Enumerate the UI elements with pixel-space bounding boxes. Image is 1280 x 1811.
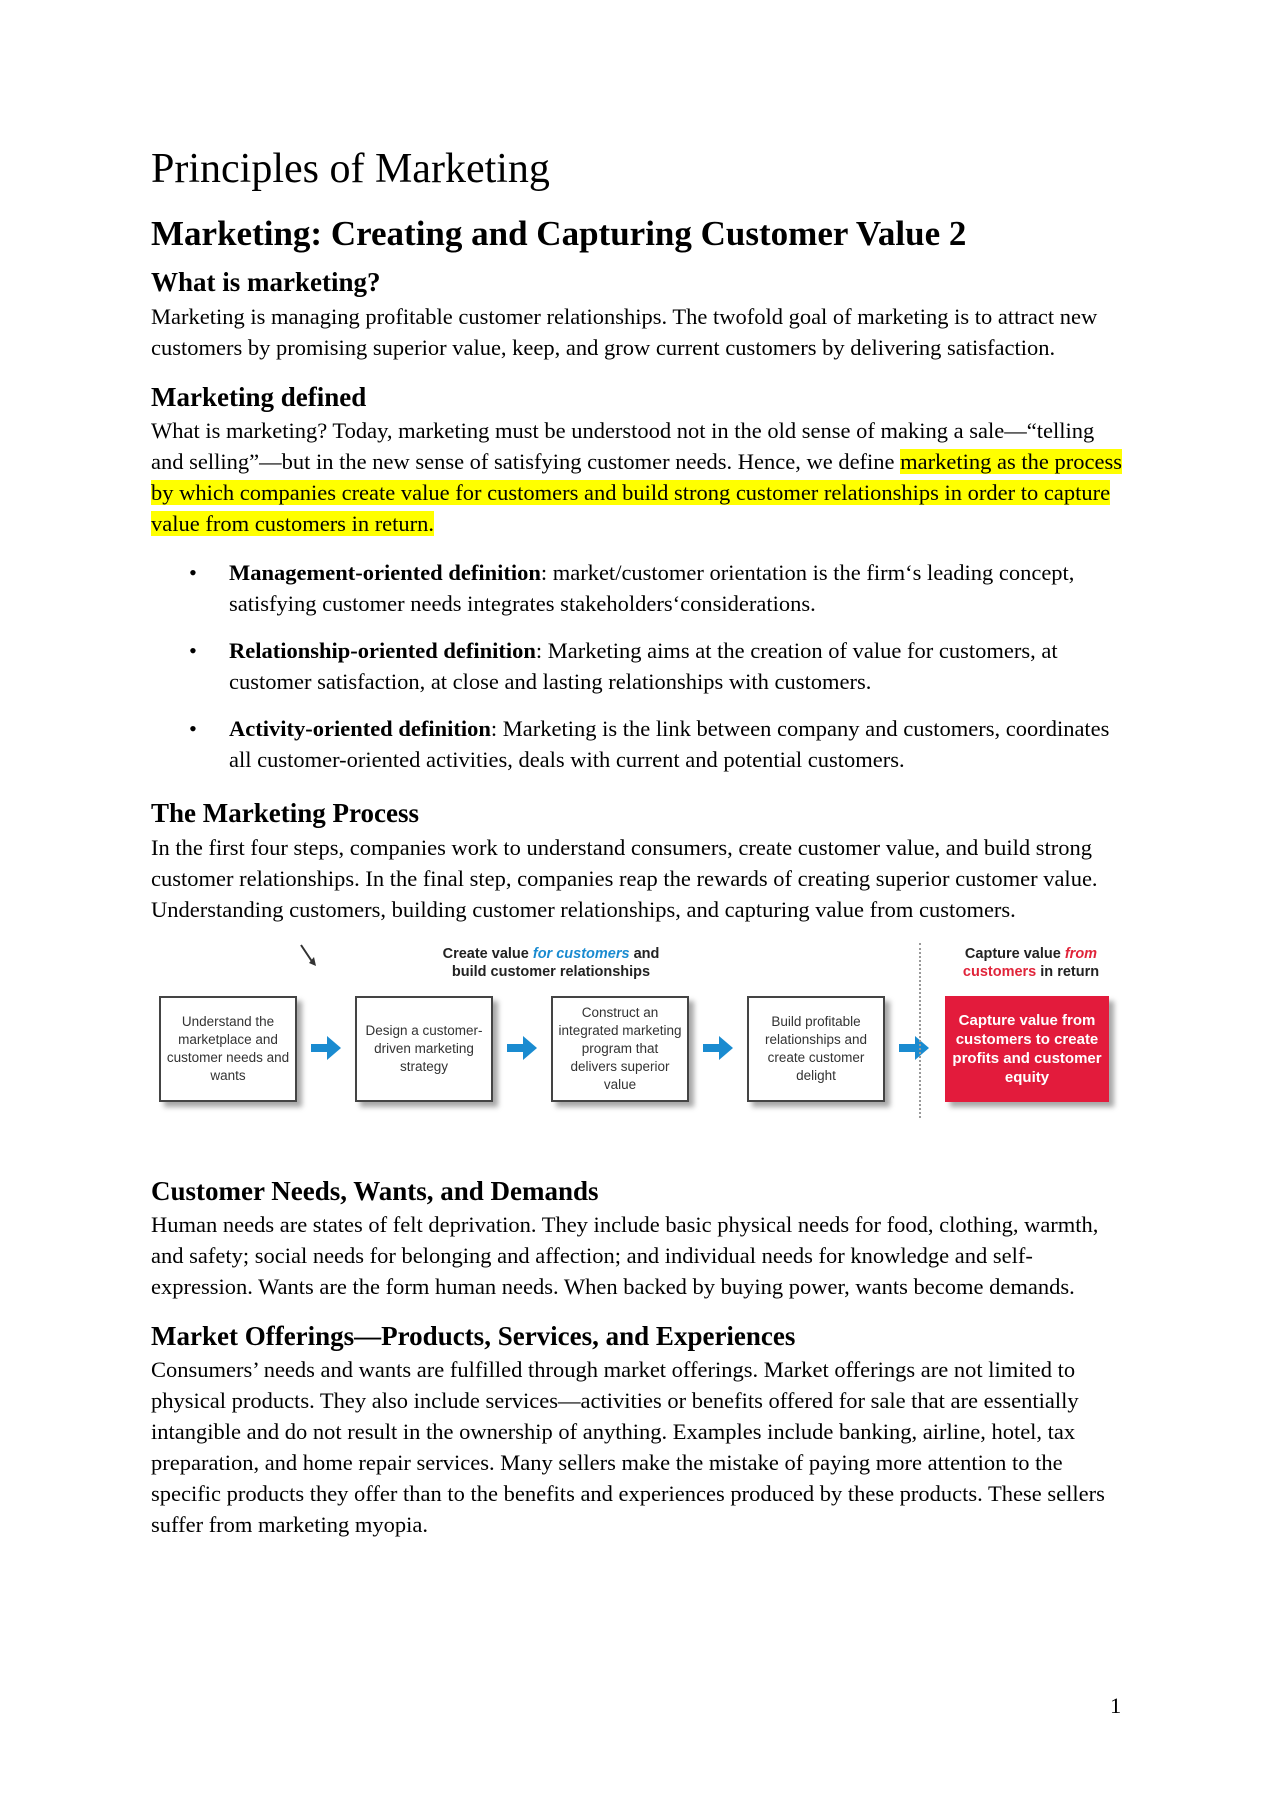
heading-needs-wants-demands: Customer Needs, Wants, and Demands (151, 1175, 599, 1206)
caption-create-part3: and (629, 945, 660, 962)
bullet-text: : Marketing is the link between company and customers, coordinates all customer-oriented activities, deals with current and potential customers. (229, 716, 1110, 773)
highlighted-definition: marketing as the process by which companies create value for customers and build strong customer relationships in order to capture value from customers in return. (151, 449, 1122, 537)
paragraph-marketing-defined (151, 415, 1131, 539)
caption-capture-part1: Capture value (964, 945, 1065, 962)
bullet-text: : Marketing aims at the creation of value for customers, at customer satisfaction, at close and lasting relationships with customers. (229, 638, 1058, 695)
caption-capture-part3: customers (962, 963, 1037, 980)
diagram-caption-capture-value (931, 945, 1131, 981)
diagram-caption-create-value (371, 945, 731, 981)
definition-bullet-list (151, 557, 1131, 775)
process-step-box: Design a customer-driven marketing strategy (355, 996, 493, 1102)
document-title: Principles of Marketing (151, 146, 550, 192)
arrow-right-icon (701, 1033, 735, 1063)
bullet-term: Relationship-oriented definition (229, 638, 536, 664)
chapter-heading: Marketing: Creating and Capturing Customer Value 2 (151, 214, 967, 254)
arrow-right-icon (309, 1033, 343, 1063)
process-step-box: Build profitable relationships and create customer delight (747, 996, 885, 1102)
bullet-term: Management-oriented definition (229, 560, 541, 586)
heading-marketing-defined: Marketing defined (151, 381, 367, 412)
process-step-box: Construct an integrated marketing program that delivers superior value (551, 996, 689, 1102)
heading-marketing-process: The Marketing Process (151, 798, 419, 829)
caption-create-part1: Create value (442, 945, 533, 962)
page-number: 1 (1110, 1693, 1122, 1718)
paragraph-market-offerings: Consumers’ needs and wants are fulfilled through market offerings. Market offerings are not limited to physical products. They also include services—activities or benefits offered for sale that are essentially intangible and do not result in the ownership of anything. Examples include banking, airline, hotel, tax preparation, and home repair services. Many sellers make the mistake of paying more attention to the specific products they offer than to the benefits and experiences produced by these products. These sellers suffer from marketing myopia. (151, 1357, 1105, 1538)
heading-market-offerings: Market Offerings—Products, Services, and Experiences (151, 1321, 796, 1351)
bullet-text: : market/customer orientation is the firm‘s leading concept, satisfying customer needs integrates stakeholders‘considerations. (229, 560, 1075, 617)
list-item (151, 635, 1131, 697)
caption-capture-part4: in return (1036, 963, 1100, 980)
bullet-term: Activity-oriented definition (229, 716, 491, 742)
list-item (151, 557, 1131, 619)
arrow-right-icon (897, 1033, 931, 1063)
list-item (151, 713, 1131, 775)
caption-create-part4: build customer relationships (451, 963, 651, 980)
pointer-arrow-icon (299, 943, 319, 967)
caption-capture-part2: from (1064, 945, 1098, 962)
bullet-icon: • (189, 560, 197, 586)
paragraph-marketing-process: In the first four steps, companies work to understand consumers, create customer value, and build strong customer relationships. In the final step, companies reap the rewards of creating superior customer value. Understanding customers, building customer relationships, and capturing value from customers. (151, 834, 1098, 922)
diagram-divider (919, 943, 921, 1118)
bullet-icon: • (189, 638, 197, 664)
marketing-process-diagram (151, 943, 1131, 1133)
process-step-box: Understand the marketplace and customer needs and wants (159, 996, 297, 1102)
bullet-icon: • (189, 716, 197, 742)
capture-value-box: Capture value from customers to create profits and customer equity (945, 996, 1109, 1102)
document-page (151, 146, 1131, 1558)
caption-create-part2: for customers (532, 945, 630, 962)
arrow-right-icon (505, 1033, 539, 1063)
definition-intro-text: What is marketing? Today, marketing must be understood not in the old sense of making a sale—“telling and selling”—but in the new sense of satisfying customer needs. Hence, we define (151, 418, 1095, 475)
paragraph-needs-wants-demands: Human needs are states of felt deprivation. They include basic physical needs for food, clothing, warmth, and safety; social needs for belonging and affection; and individual needs for knowledge and self-expression. Wants are the form human needs. When backed by buying power, wants become demands. (151, 1212, 1099, 1299)
paragraph-what-is-marketing: Marketing is managing profitable customer relationships. The twofold goal of marketing is to attract new customers by promising superior value, keep, and grow current customers by delivering satisfaction. (151, 303, 1098, 360)
heading-what-is-marketing: What is marketing? (151, 267, 381, 298)
